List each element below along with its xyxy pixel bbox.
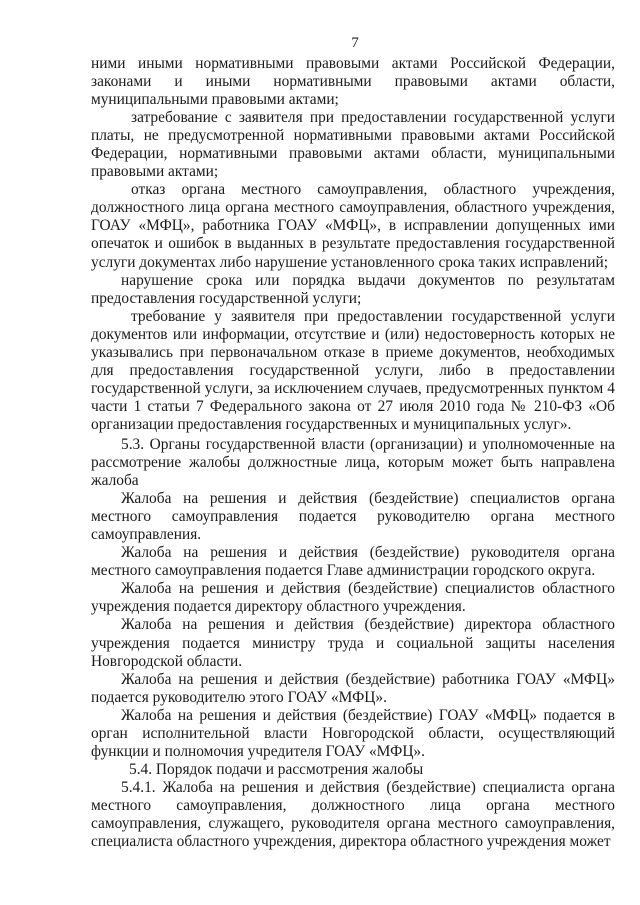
paragraph-5-4-1: 5.4.1. Жалоба на решения и действия (бездействие) специалиста органа местного самоуправления, должностного лица органа местного самоуправления, служащего, руководителя органа местного самоуправления, специалиста областного учреждения, директора областного учреждения может [91,778,615,851]
paragraph-document-demand: требование у заявителя при предоставлении государственной услуги документов или информации, отсутствие и (или) недостоверность которых не указывались при первоначальном отказе в приеме документов, необходимых для предоставления государственной услуги, либо в предоставлении государственной услуги, за исключением случаев, предусмотренных пунктом 4 части 1 статьи 7 Федерального закона от 27 июля 2010 года № 210-ФЗ «Об организации предоставления государственных и муниципальных услуг». [91,307,615,433]
paragraph-complaint-specialists: Жалоба на решения и действия (бездействие) специалистов органа местного самоуправления подается руководителю органа местного самоуправления. [91,490,615,544]
paragraph-complaint-regional-specialists: Жалоба на решения и действия (бездействие) специалистов областного учреждения подается директору областного учреждения. [91,580,615,616]
document-body [91,55,615,851]
paragraph-complaint-mfc-worker: Жалоба на решения и действия (бездействие) работника ГОАУ «МФЦ» подается руководителю этого ГОАУ «МФЦ». [91,670,615,706]
paragraph-refusal-corrections: отказ органа местного самоуправления, областного учреждения, должностного лица органа местного самоуправления, областного учреждения, ГОАУ «МФЦ», работника ГОАУ «МФЦ», в исправлении допущенных ими опечаток и ошибок в выданных в результате предоставления государственной услуги документах либо нарушение установленного срока таких исправлений; [91,181,615,271]
page-number: 7 [351,35,359,51]
paragraph-complaint-head: Жалоба на решения и действия (бездействие) руководителя органа местного самоуправления подается Главе администрации городского округа. [91,544,615,580]
paragraph-continuation: ними иными нормативными правовыми актами Российской Федерации, законами и иными нормативными правовыми актами области, муниципальными правовыми актами; [91,55,615,109]
section-5-3-heading: 5.3. Органы государственной власти (организации) и уполномоченные на рассмотрение жалобы должностные лица, которым может быть направлена жалоба [91,435,615,490]
section-5-4-heading: 5.4. Порядок подачи и рассмотрения жалобы [129,760,424,778]
paragraph-deadline-violation: нарушение срока или порядка выдачи документов по результатам предоставления государственной услуги; [91,271,615,307]
paragraph-fee-requirement: затребование с заявителя при предоставлении государственной услуги платы, не предусмотренной нормативными правовыми актами Российской Федерации, нормативными правовыми актами области, муниципальными правовыми актами; [91,109,615,181]
paragraph-complaint-director: Жалоба на решения и действия (бездействие) директора областного учреждения подается министру труда и социальной защиты населения Новгородской области. [91,616,615,670]
paragraph-complaint-mfc: Жалоба на решения и действия (бездействие) ГОАУ «МФЦ» подается в орган исполнительной власти Новгородской области, осуществляющий функции и полномочия учредителя ГОАУ «МФЦ». [91,706,615,760]
